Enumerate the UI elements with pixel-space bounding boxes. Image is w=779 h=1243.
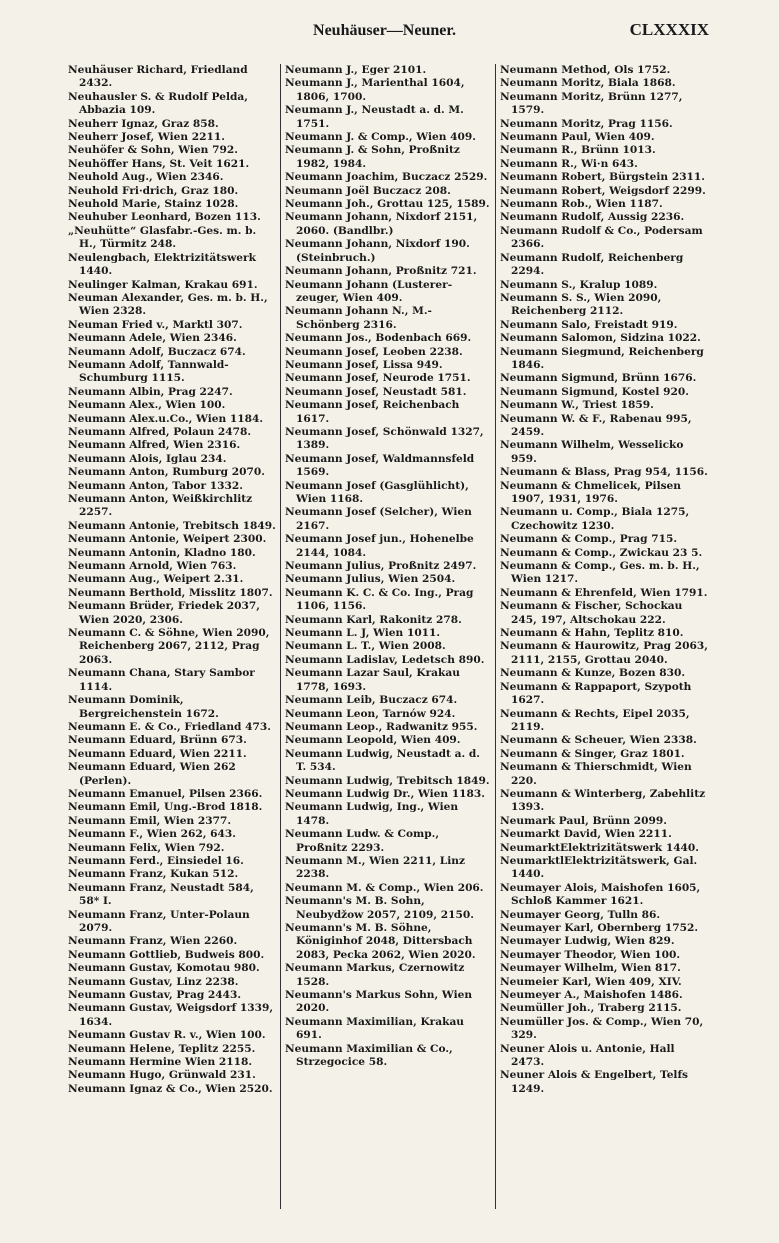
- directory-entry: Neumann Ferd., Einsiedel 16.: [68, 854, 244, 867]
- directory-entry: Neumann Johann, Proßnitz 721.: [285, 265, 477, 278]
- directory-entry: Neuherr Josef, Wien 2211.: [68, 131, 225, 144]
- directory-entry: Neumann J. & Sohn, Proßnitz 1982, 1984.: [285, 144, 460, 170]
- directory-entry: Neumann Wilhelm, Wesselicko 959.: [500, 439, 684, 465]
- directory-entry: Neumann's M. B. Sohn, Neubydžow 2057, 2109, 2150.: [285, 895, 474, 921]
- directory-entry: Neumann E. & Co., Friedland 473.: [68, 720, 271, 733]
- directory-entry: Neumann R., Brünn 1013.: [500, 144, 656, 157]
- directory-entry: Neumann Moritz, Prag 1156.: [500, 117, 673, 130]
- directory-entry: Neumann Ladislav, Ledetsch 890.: [285, 653, 485, 666]
- directory-entry: Neumann Gottlieb, Budweis 800.: [68, 948, 265, 961]
- directory-entry: Neumann Adele, Wien 2346.: [68, 332, 237, 345]
- directory-columns: [68, 64, 710, 1209]
- directory-entry: Neulinger Kalman, Krakau 691.: [68, 278, 258, 291]
- directory-entry: Neumann & Winterberg, Zabehlitz 1393.: [500, 787, 706, 814]
- directory-entry: Neumann Gustav, Komotau 980.: [68, 962, 260, 975]
- directory-entry: Neuhold Fri·drich, Graz 180.: [68, 184, 239, 197]
- directory-entry: Neumann Leib, Buczacz 674.: [285, 694, 458, 707]
- directory-entry: Neumark Paul, Brünn 2099.: [500, 814, 667, 827]
- directory-entry: Neumann Markus, Czernowitz 1528.: [285, 962, 465, 988]
- directory-entry: Neumann S., Kralup 1089.: [500, 278, 658, 291]
- directory-entry: Neumann Alfred, Wien 2316.: [68, 439, 241, 452]
- directory-entry: Neumann S. S., Wien 2090, Reichenberg 2112.: [500, 291, 662, 318]
- directory-entry: Neumeyer A., Maishofen 1486.: [500, 989, 683, 1002]
- directory-entry: Neumann Leon, Tarnów 924.: [285, 707, 456, 720]
- directory-entry: Neumann Julius, Proßnitz 2497.: [285, 560, 477, 573]
- directory-entry: Neumann Anton, Tabor 1332.: [68, 479, 243, 492]
- directory-entry: Neumann Johann (Lusterer-zeuger, Wien 409.: [285, 278, 453, 304]
- directory-entry: Neumann Josef (Selcher), Wien 2167.: [285, 506, 472, 532]
- column-1: [68, 64, 276, 1209]
- directory-entry: Neumayer Theodor, Wien 100.: [500, 948, 681, 961]
- directory-entry: Neumann Johann, Nixdorf 190. (Steinbruch.): [285, 238, 470, 264]
- directory-entry: Neumann Sigmund, Brünn 1676.: [500, 372, 697, 385]
- directory-entry: Neumann Franz, Neustadt 584, 58* I.: [68, 881, 254, 908]
- directory-entry: Neumann Helene, Teplitz 2255.: [68, 1042, 256, 1055]
- directory-entry: Neumann Siegmund, Reichenberg 1846.: [500, 345, 704, 371]
- directory-entry: Neumann Eduard, Wien 2211.: [68, 747, 247, 760]
- directory-entry: Neumann Ludwig Dr., Wien 1183.: [285, 787, 485, 800]
- directory-entry: „Neuhütte“ Glasfabr.-Ges. m. b. H., Türmitz 248.: [68, 224, 257, 251]
- directory-entry: Neumann Ludwig, Ing., Wien 1478.: [285, 801, 459, 827]
- directory-entry: Neumann C. & Söhne, Wien 2090, Reichenberg 2067, 2112, Prag 2063.: [68, 627, 270, 666]
- directory-entry: Neumann & Chmelicek, Pilsen 1907, 1931, 1976.: [500, 479, 682, 505]
- directory-entry: Neumann Adolf, Buczacz 674.: [68, 345, 246, 358]
- directory-entry: Neumüller Jos. & Comp., Wien 70, 329.: [500, 1015, 704, 1042]
- directory-entry: Neuner Alois u. Antonie, Hall 2473.: [500, 1042, 675, 1069]
- directory-entry: Neumann Sigmund, Kostel 920.: [500, 385, 689, 398]
- directory-entry: Neumann Joh., Grottau 125, 1589.: [285, 198, 490, 211]
- directory-entry: Neumann Gustav R. v., Wien 100.: [68, 1029, 266, 1042]
- directory-entry: Neumann Gustav, Prag 2443.: [68, 989, 242, 1002]
- directory-entry: Neumann K. C. & Co. Ing., Prag 1106, 1156.: [285, 586, 474, 613]
- directory-entry: Neumann Maximilian & Co., Strzegocice 58.: [285, 1042, 453, 1069]
- directory-entry: Neuhuber Leonhard, Bozen 113.: [68, 211, 261, 224]
- directory-entry: Neumann Anton, Rumburg 2070.: [68, 466, 265, 479]
- directory-entry: Neumann Josef, Neurode 1751.: [285, 372, 471, 385]
- directory-entry: Neumann Josef (Gasglühlicht), Wien 1168.: [285, 479, 469, 505]
- directory-entry: Neumann & Comp., Zwickau 23 5.: [500, 546, 703, 559]
- directory-entry: Neumann Josef jun., Hohenelbe 2144, 1084.: [285, 533, 474, 559]
- directory-entry: Neumann Maximilian, Krakau 691.: [285, 1015, 465, 1042]
- directory-entry: Neumann Felix, Wien 792.: [68, 841, 225, 854]
- directory-entry: Neumann & Ehrenfeld, Wien 1791.: [500, 586, 708, 599]
- directory-entry: Neumann R., Wi·n 643.: [500, 157, 638, 170]
- directory-entry: Neumann Rudolf & Co., Podersam 2366.: [500, 224, 703, 251]
- directory-entry: Neumann F., Wien 262, 643.: [68, 828, 236, 841]
- directory-entry: Neuhöfer & Sohn, Wien 792.: [68, 144, 238, 157]
- directory-entry: Neumann & Comp., Ges. m. b. H., Wien 1217.: [500, 560, 700, 586]
- directory-entry: Neumann Josef, Leoben 2238.: [285, 345, 463, 358]
- directory-entry: Neumann Anton, Weißkirchlitz 2257.: [68, 493, 253, 519]
- directory-entry: Neumann Hugo, Grünwald 231.: [68, 1069, 256, 1082]
- directory-entry: Neumann Antonin, Kladno 180.: [68, 546, 256, 559]
- directory-entry: Neumann & Rechts, Eipel 2035, 2119.: [500, 707, 690, 733]
- column-divider: [495, 64, 496, 1209]
- directory-entry: Neumann Franz, Wien 2260.: [68, 935, 238, 948]
- directory-entry: Neumann Leopold, Wien 409.: [285, 734, 461, 747]
- directory-entry: Neumann Albin, Prag 2247.: [68, 385, 233, 398]
- directory-entry: Neumann & Thierschmidt, Wien 220.: [500, 761, 692, 787]
- directory-entry: Neumann Rudolf, Aussig 2236.: [500, 211, 685, 224]
- directory-entry: Neumann Eduard, Brünn 673.: [68, 734, 247, 747]
- directory-entry: Neumann Johann, Nixdorf 2151, 2060. (Bandlbr.): [285, 211, 478, 237]
- directory-entry: Neumann & Fischer, Schockau 245, 197, Altschokau 222.: [500, 600, 683, 626]
- directory-entry: Neumann Franz, Kukan 512.: [68, 868, 239, 881]
- directory-entry: Neumann Moritz, Brünn 1277, 1579.: [500, 90, 683, 117]
- directory-entry: Neumann Lazar Saul, Krakau 1778, 1693.: [285, 667, 460, 693]
- directory-entry: Neumann & Scheuer, Wien 2338.: [500, 734, 697, 747]
- directory-entry: Neumann Gustav, Linz 2238.: [68, 975, 239, 988]
- directory-entry: Neumann Antonie, Weipert 2300.: [68, 533, 267, 546]
- directory-entry: Neumayer Georg, Tulln 86.: [500, 908, 661, 921]
- directory-entry: Neuhold Marie, Stainz 1028.: [68, 198, 239, 211]
- directory-entry: Neumann Adolf, Tannwald-Schumburg 1115.: [68, 358, 229, 385]
- directory-entry: Neumann Rob., Wien 1187.: [500, 198, 663, 211]
- directory-entry: Neumann Josef, Lissa 949.: [285, 358, 443, 371]
- directory-entry: Neumann Emil, Ung.-Brod 1818.: [68, 801, 263, 814]
- directory-entry: Neumann Berthold, Misslitz 1807.: [68, 586, 273, 599]
- directory-entry: Neumann Josef, Reichenbach 1617.: [285, 399, 460, 425]
- directory-entry: Neumann & Blass, Prag 954, 1156.: [500, 466, 708, 479]
- page-number: CLXXXIX: [629, 20, 709, 39]
- directory-entry: Neumann & Rappaport, Szypoth 1627.: [500, 680, 692, 707]
- directory-entry: Neumann Emanuel, Pilsen 2366.: [68, 787, 263, 800]
- directory-entry: Neumann Aug., Weipert 2.31.: [68, 573, 244, 586]
- directory-entry: Neuner Alois & Engelbert, Telfs 1249.: [500, 1069, 688, 1095]
- directory-entry: Neumeier Karl, Wien 409, XIV.: [500, 975, 682, 988]
- directory-entry: Neumann Method, Ols 1752.: [500, 64, 671, 76]
- directory-entry: Neumayer Karl, Obernberg 1752.: [500, 922, 699, 934]
- directory-entry: Neumann W. & F., Rabenau 995, 2459.: [500, 412, 692, 438]
- directory-entry: Neuherr Ignaz, Graz 858.: [68, 117, 219, 130]
- directory-entry: Neumann Moritz, Biala 1868.: [500, 77, 676, 90]
- directory-entry: Neuman Alexander, Ges. m. b. H., Wien 2328.: [68, 291, 268, 318]
- directory-entry: Neuhöffer Hans, St. Veit 1621.: [68, 157, 250, 170]
- directory-entry: Neumann L. J, Wien 1011.: [285, 627, 441, 640]
- directory-entry: Neumann Leop., Radwanitz 955.: [285, 720, 478, 733]
- directory-entry: Neumann Alex., Wien 100.: [68, 399, 226, 412]
- directory-entry: Neumann Hermine Wien 2118.: [68, 1056, 253, 1069]
- directory-entry: Neumann Chana, Stary Sambor 1114.: [68, 667, 255, 693]
- directory-entry: Neumann Franz, Unter-Polaun 2079.: [68, 908, 250, 934]
- directory-entry: Neumann Arnold, Wien 763.: [68, 560, 237, 573]
- directory-entry: Neumann Jos., Bodenbach 669.: [285, 332, 472, 345]
- directory-entry: Neumann Antonie, Trebitsch 1849.: [68, 519, 276, 532]
- directory-entry: Neumann Emil, Wien 2377.: [68, 814, 232, 827]
- directory-entry: NeumarktElektrizitätswerk 1440.: [500, 841, 699, 854]
- directory-entry: Neumann Alois, Iglau 234.: [68, 452, 227, 465]
- directory-entry: Neumann Dominik, Bergreichenstein 1672.: [68, 694, 219, 720]
- directory-entry: Neumann Robert, Bürgstein 2311.: [500, 171, 705, 184]
- directory-entry: Neumüller Joh., Traberg 2115.: [500, 1002, 682, 1015]
- directory-entry: Neumann J., Marienthal 1604, 1806, 1700.: [285, 77, 465, 103]
- directory-entry: Neumann & Kunze, Bozen 830.: [500, 667, 686, 680]
- directory-entry: Neumann J. & Comp., Wien 409.: [285, 131, 476, 144]
- directory-entry: Neumann Ignaz & Co., Wien 2520.: [68, 1082, 273, 1095]
- page-title: Neuhäuser—Neuner.: [313, 22, 456, 39]
- directory-entry: Neumarkt David, Wien 2211.: [500, 828, 672, 841]
- directory-entry: Neumann Josef, Waldmannsfeld 1569.: [285, 452, 475, 479]
- directory-entry: Neumann & Haurowitz, Prag 2063, 2111, 2155, Grottau 2040.: [500, 640, 708, 666]
- directory-entry: Neumann Alex.u.Co., Wien 1184.: [68, 412, 264, 425]
- page-header: [60, 18, 709, 44]
- directory-entry: Neumann u. Comp., Biala 1275, Czechowitz 1230.: [500, 506, 690, 532]
- directory-entry: Neumann's M. B. Söhne, Königinhof 2048, Dittersbach 2083, Pecka 2062, Wien 2020.: [285, 922, 476, 961]
- directory-entry: Neumann Alfred, Polaun 2478.: [68, 425, 252, 438]
- directory-entry: Neumann Joël Buczacz 208.: [285, 184, 451, 197]
- directory-entry: Neumann Salomon, Sidzina 1022.: [500, 332, 701, 345]
- directory-entry: Neumann Eduard, Wien 262 (Perlen).: [68, 761, 236, 787]
- directory-entry: Neumann M., Wien 2211, Linz 2238.: [285, 854, 466, 881]
- directory-entry: Neumann L. T., Wien 2008.: [285, 640, 446, 653]
- column-2: [285, 64, 491, 1209]
- directory-entry: Neumann Brüder, Friedek 2037, Wien 2020, 2306.: [68, 600, 260, 626]
- directory-entry: Neuhold Aug., Wien 2346.: [68, 171, 224, 184]
- directory-entry: Neuman Fried v., Marktl 307.: [68, 318, 243, 331]
- directory-entry: Neumayer Alois, Maishofen 1605, Schloß Kammer 1621.: [500, 881, 701, 908]
- directory-entry: Neuhäuser Richard, Friedland 2432.: [68, 64, 248, 90]
- directory-entry: Neumann Josef, Neustadt 581.: [285, 385, 467, 398]
- directory-entry: Neumann Karl, Rakonitz 278.: [285, 613, 462, 626]
- directory-entry: NeumarktlElektrizitätswerk, Gal. 1440.: [500, 854, 698, 881]
- directory-entry: Neumann's Markus Sohn, Wien 2020.: [285, 989, 473, 1015]
- directory-entry: Neumann W., Triest 1859.: [500, 399, 654, 412]
- directory-entry: Neumann Salo, Freistadt 919.: [500, 318, 678, 331]
- directory-entry: Neumann Ludw. & Comp., Proßnitz 2293.: [285, 828, 440, 854]
- directory-entry: Neumann Rudolf, Reichenberg 2294.: [500, 251, 684, 278]
- directory-entry: Neumayer Wilhelm, Wien 817.: [500, 962, 681, 975]
- directory-entry: Neumann Ludwig, Trebitsch 1849.: [285, 774, 490, 787]
- directory-entry: Neumann J., Eger 2101.: [285, 64, 427, 76]
- directory-entry: Neulengbach, Elektrizitätswerk 1440.: [68, 251, 256, 278]
- directory-entry: Neumann & Hahn, Teplitz 810.: [500, 627, 684, 640]
- directory-entry: Neumann Johann N., M.-Schönberg 2316.: [285, 305, 432, 331]
- directory-entry: Neumayer Ludwig, Wien 829.: [500, 935, 675, 948]
- directory-entry: Neumann & Singer, Graz 1801.: [500, 747, 685, 760]
- column-divider: [280, 64, 281, 1209]
- directory-entry: Neuhausler S. & Rudolf Pelda, Abbazia 109.: [68, 90, 248, 117]
- directory-entry: Neumann Gustav, Weigsdorf 1339, 1634.: [68, 1002, 274, 1028]
- directory-entry: Neumann Robert, Weigsdorf 2299.: [500, 184, 706, 197]
- directory-entry: Neumann Paul, Wien 409.: [500, 131, 655, 144]
- column-3: [500, 64, 710, 1209]
- directory-entry: Neumann Josef, Schönwald 1327, 1389.: [285, 425, 484, 452]
- directory-entry: Neumann & Comp., Prag 715.: [500, 533, 678, 546]
- directory-entry: Neumann M. & Comp., Wien 206.: [285, 881, 484, 894]
- directory-entry: Neumann J., Neustadt a. d. M. 1751.: [285, 104, 464, 130]
- directory-entry: Neumann Julius, Wien 2504.: [285, 573, 456, 586]
- directory-entry: Neumann Joachim, Buczacz 2529.: [285, 171, 488, 184]
- directory-entry: Neumann Ludwig, Neustadt a. d. T. 534.: [285, 747, 480, 774]
